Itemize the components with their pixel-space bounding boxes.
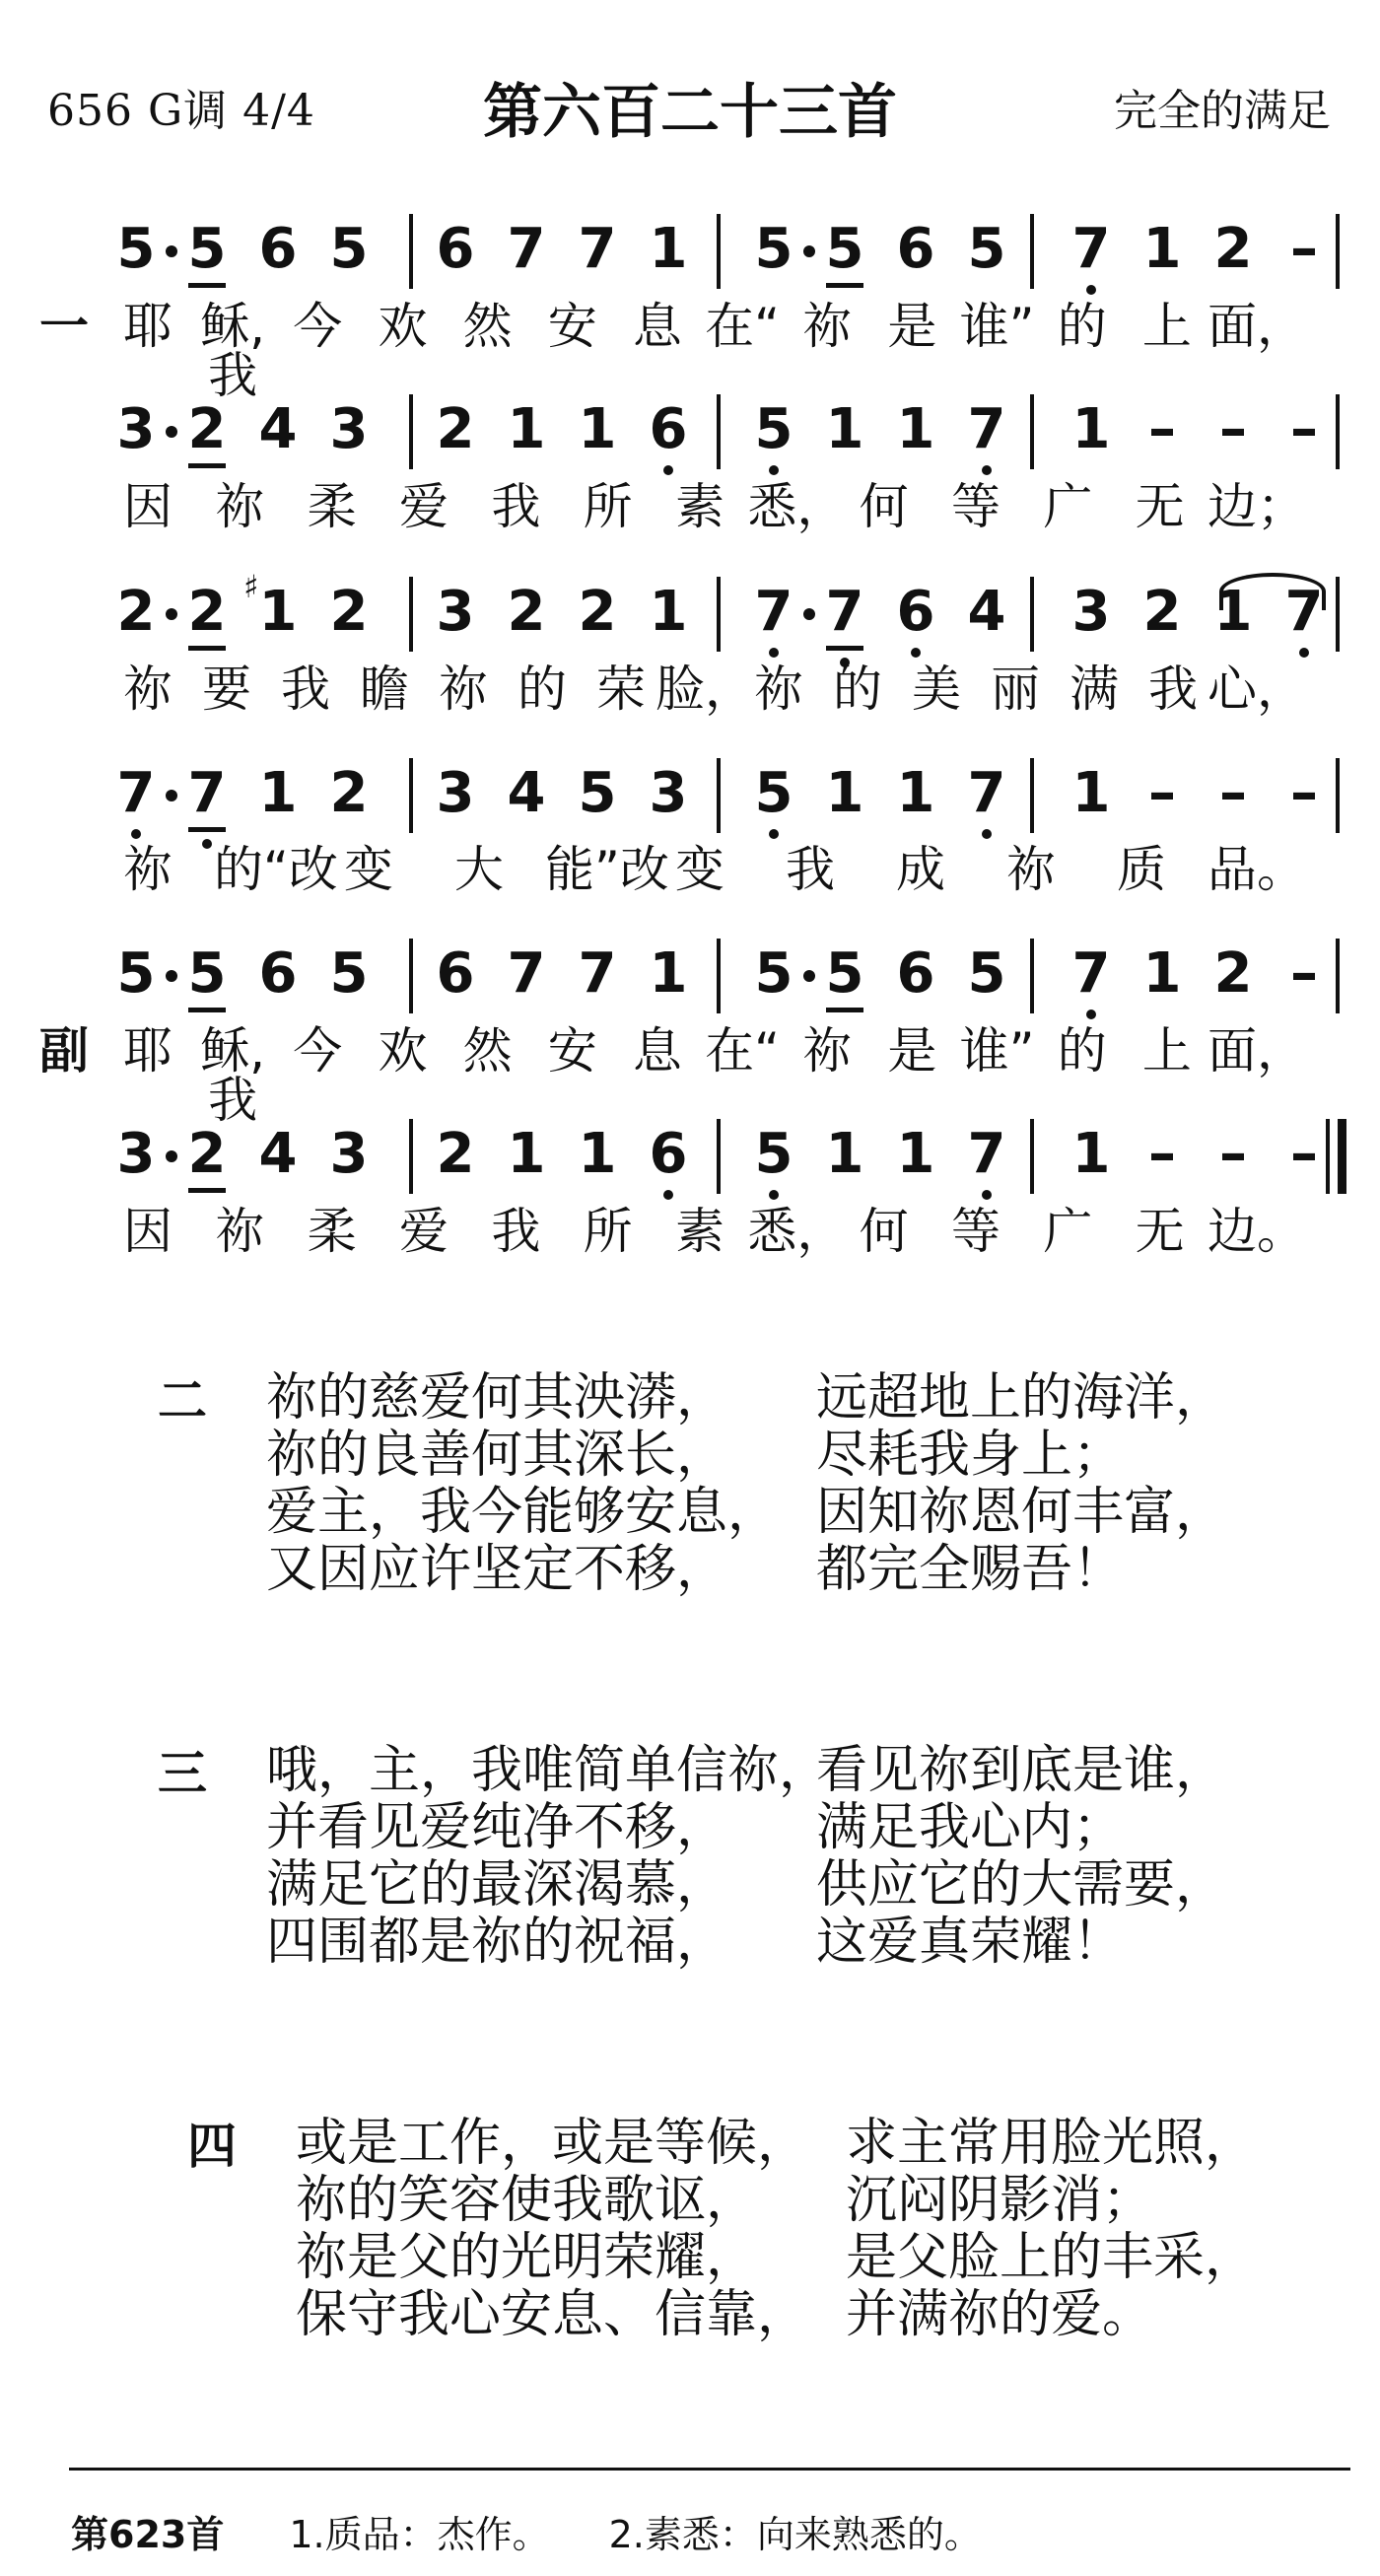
augmentation-dot [166,245,177,257]
lyric-syllable: 我 [491,478,541,535]
stanza-line-right: 看见祢到底是谁， [816,1741,1227,1800]
stanza-number: 四 [187,2118,237,2175]
lyric-syllable: 柔 [307,1203,357,1260]
lyric-syllable: 心， [1208,661,1306,718]
bar-line [409,394,413,469]
note: 5 [967,217,1006,281]
low-octave-dot [663,1190,673,1200]
stanza-number: 三 [158,1745,207,1802]
stanza-line-left: 祢的良善何其深长， [266,1426,728,1485]
note: 3 [436,761,475,825]
note: 5 [187,941,227,1006]
bar-line [1030,214,1034,289]
bar-line [1030,939,1034,1013]
low-octave-dot [769,829,779,839]
bar-line [717,939,721,1013]
bar-line [409,577,413,652]
lyric-syllable: 柔 [307,478,357,535]
lyric-syllable: 素 [675,1203,724,1260]
note: 1 [1071,397,1111,461]
stanza-line-left: 满足它的最深渴慕， [266,1855,728,1915]
lyric-syllable: 无 [1135,1203,1185,1260]
footer-notes [71,2504,982,2558]
dash-hold: – [1290,761,1318,825]
eighth-underline [826,646,863,651]
note: 5 [825,217,864,281]
lyric-syllable: 息 [632,298,682,355]
note: 6 [258,941,298,1006]
lyric-syllable: 的 [1057,298,1107,355]
eighth-underline [188,283,226,288]
note: 1 [896,397,935,461]
lyric-syllable: 悉， [747,478,847,535]
dash-hold: – [1290,941,1318,1006]
note: 6 [896,217,935,281]
note: 7 [825,580,864,644]
note: 7 [1071,217,1111,281]
note: 1 [896,1122,935,1186]
lyric-syllable: 边。 [1208,1203,1306,1260]
lyric-syllable: 上 [1141,1022,1192,1079]
lyric-syllable: 丽 [991,661,1040,718]
lyric-syllable: 美 [912,661,961,718]
lyric-syllable: 的 [518,661,567,718]
note: 7 [1071,941,1111,1006]
lyric-syllable: 我 [786,841,835,898]
note: 2 [578,580,617,644]
note: 1 [649,217,688,281]
lyrics-row [0,841,1380,924]
note: 4 [967,580,1006,644]
bar-line [1030,394,1034,469]
bar-line [409,758,413,833]
lyric-syllable: 质 [1117,841,1166,898]
stanza-line-left: 哦，主，我唯简单信祢， [266,1741,831,1800]
note: 5 [825,941,864,1006]
note: 1 [1213,580,1253,644]
note: 2 [507,580,546,644]
note: 6 [436,941,475,1006]
bar-line [409,1119,413,1194]
note: 1 [825,397,864,461]
dash-hold: – [1290,217,1318,281]
note: 5 [967,941,1006,1006]
stanza-line-right: 求主常用脸光照， [846,2114,1257,2173]
lyric-syllable: 是 [887,298,937,355]
note: 1 [578,1122,617,1186]
footer-hymn-ref: 第623首 [71,2513,225,2556]
lyric-syllable: 要 [202,661,251,718]
eighth-underline [826,283,863,288]
lyric-syllable: 谁” [959,1022,1035,1079]
lyric-syllable: 脸， [656,661,754,718]
lyric-syllable: 祢 [123,841,172,898]
eighth-underline [188,646,226,651]
dash-hold: – [1219,761,1247,825]
low-octave-dot [911,648,921,658]
bar-line [1030,577,1034,652]
note: 1 [825,761,864,825]
stanza-line-right: 满足我心内； [816,1798,1125,1857]
low-octave-dot [1086,285,1096,295]
eighth-underline [188,1008,226,1012]
lyric-syllable: 谁” [959,298,1035,355]
note: 7 [507,217,546,281]
eighth-underline [188,827,226,832]
bar-line [1030,1119,1034,1194]
bar-line [717,577,721,652]
dash-hold: – [1148,397,1176,461]
note: 2 [1213,941,1253,1006]
note: 2 [1142,580,1182,644]
note: 1 [1142,941,1182,1006]
lyric-syllable: 安 [547,1022,597,1079]
dash-hold: – [1290,397,1318,461]
lyric-syllable: 变 [344,841,393,898]
note: 4 [258,397,298,461]
stanza-line-right: 是父脸上的丰采， [846,2228,1257,2287]
bar-line [1336,758,1340,833]
stanza-line-left: 爱主，我今能够安息， [266,1483,780,1542]
bar-line [1336,939,1340,1013]
note: 7 [578,217,617,281]
low-octave-dot [1299,648,1309,658]
note: 1 [896,761,935,825]
lyric-syllable: 品。 [1208,841,1306,898]
lyrics-row [0,661,1380,743]
dash-hold: – [1148,761,1176,825]
lyric-syllable: 边； [1208,478,1306,535]
lyric-syllable: 素 [675,478,724,535]
note: 4 [258,1122,298,1186]
lyric-syllable: 在“ [705,1022,781,1079]
lyric-syllable: 广 [1043,1203,1093,1260]
lyric-syllable: 变 [675,841,724,898]
stanza-line-right: 尽耗我身上； [816,1426,1125,1485]
note: 7 [967,397,1006,461]
lyric-syllable: 所 [583,478,633,535]
note: 7 [967,761,1006,825]
note: 5 [754,761,794,825]
low-octave-dot [1086,1010,1096,1019]
bar-line [1336,577,1340,652]
footer-note-1: 1.质品：杰作。 [289,2513,550,2556]
lyric-syllable: 今 [293,298,343,355]
note: 1 [507,397,546,461]
note: 7 [116,761,156,825]
note: 6 [649,397,688,461]
lyric-syllable: 我 [491,1203,541,1260]
note: 2 [436,1122,475,1186]
lyric-syllable: 祢 [802,298,853,355]
lyric-syllable: 爱 [399,478,448,535]
note: 3 [116,397,156,461]
bar-line [1030,758,1034,833]
note: 5 [754,941,794,1006]
lyric-syllable: 无 [1135,478,1185,535]
note: 1 [1071,761,1111,825]
augmentation-dot [803,608,815,620]
note: 7 [507,941,546,1006]
note: 7 [754,580,794,644]
lyric-syllable: 是 [887,1022,937,1079]
note: 2 [187,397,227,461]
note: 1 [507,1122,546,1186]
note: 3 [436,580,475,644]
note: 1 [578,397,617,461]
stanza-line-right: 因知祢恩何丰富， [816,1483,1227,1542]
note: 1 [649,941,688,1006]
bar-line [409,214,413,289]
lyric-syllable: 稣,我 [200,298,266,404]
lyric-syllable: 然 [462,298,513,355]
dash-hold: – [1219,1122,1247,1186]
note: 5 [754,217,794,281]
lyric-syllable: 爱 [399,1203,448,1260]
augmentation-dot [803,245,815,257]
lyric-syllable: 悉， [747,1203,847,1260]
note: 6 [436,217,475,281]
note: 2 [187,580,227,644]
note: 5 [329,217,369,281]
stanza-line-left: 祢的慈爱何其泱漭， [266,1368,728,1427]
lyric-syllable: 何 [859,478,909,535]
bar-line [717,1119,721,1194]
note: 3 [329,1122,369,1186]
hymn-title: 第六百二十三首 [483,78,897,147]
note: 2 [1213,217,1253,281]
augmentation-dot [166,608,177,620]
note: 5 [578,761,617,825]
augmentation-dot [166,426,177,438]
bar-line [409,939,413,1013]
lyric-syllable: 等 [951,1203,1000,1260]
lyric-syllable: 祢 [1006,841,1056,898]
stanza-line-right: 这爱真荣耀！ [816,1913,1125,1972]
lyric-syllable: 欢 [378,1022,428,1079]
note: 3 [1071,580,1111,644]
lyric-syllable: 面， [1208,298,1306,355]
note: 5 [187,217,227,281]
note: 5 [116,941,156,1006]
note: 6 [896,941,935,1006]
lyric-syllable: 祢 [123,661,172,718]
note: 5 [116,217,156,281]
note: 1 [258,761,298,825]
stanza-line-left: 又因应许坚定不移， [266,1540,728,1599]
lyrics-row [0,298,1380,404]
stanza-line-left: 祢的笑容使我歌讴， [296,2171,758,2230]
lyric-syllable: 满 [1070,661,1119,718]
lyric-syllable: 的 [1057,1022,1107,1079]
lyric-syllable: 等 [951,478,1000,535]
note: 1 [649,580,688,644]
lyric-syllable: 广 [1043,478,1093,535]
note: 4 [507,761,546,825]
note: 1 ♯ [243,568,298,644]
augmentation-dot [166,1150,177,1162]
stanza-line-left: 祢是父的光明荣耀， [296,2228,758,2287]
lyric-syllable: 因 [123,478,172,535]
note: 6 [649,1122,688,1186]
stanza-line-right: 都完全赐吾！ [816,1540,1125,1599]
low-octave-dot [769,465,779,475]
low-octave-dot [982,829,992,839]
bar-line [717,214,721,289]
lyric-syllable: 的 [833,661,882,718]
lyric-syllable: 成 [896,841,945,898]
final-bar-line [1326,1119,1330,1194]
lyric-syllable: 息 [632,1022,682,1079]
dash-hold: – [1219,397,1247,461]
bar-line [717,758,721,833]
low-octave-dot [663,465,673,475]
lyrics-row [0,1203,1380,1286]
low-octave-dot [982,465,992,475]
note: 1 [1071,1122,1111,1186]
lyric-syllable: 面， [1208,1022,1306,1079]
dash-hold: – [1290,1122,1318,1186]
hymn-number-key-time: 656 G调 4/4 [47,86,315,136]
eighth-underline [826,1008,863,1012]
note: 5 [754,397,794,461]
note: 2 [329,761,369,825]
bar-line [717,394,721,469]
note: 2 [187,1122,227,1186]
note: 6 [896,580,935,644]
stanza-line-right: 供应它的大需要， [816,1855,1227,1915]
lyric-syllable: 上 [1141,298,1192,355]
lyric-syllable: 耶 [123,298,172,355]
low-octave-dot [769,648,779,658]
stanza-line-left: 保守我心安息、信靠， [296,2285,809,2344]
lyric-syllable: 的“改 [214,841,338,898]
lyric-syllable: 欢 [378,298,428,355]
low-octave-dot [131,829,141,839]
lyric-syllable: 因 [123,1203,172,1260]
note: 6 [258,217,298,281]
lyric-syllable: 祢 [439,661,488,718]
lyric-syllable: 能”改 [545,841,669,898]
lyric-syllable: 在“ [705,298,781,355]
footer-note-2: 2.素悉：向来熟悉的。 [608,2513,982,2556]
sharp-accidental: ♯ [243,568,259,605]
stanza-number: 二 [158,1372,207,1429]
lyric-syllable: 稣,我 [200,1022,266,1129]
dash-hold: – [1148,1122,1176,1186]
lyric-syllable: 荣 [596,661,646,718]
lyric-syllable: 我 [1148,661,1198,718]
lyric-syllable: 今 [293,1022,343,1079]
low-octave-dot [769,1190,779,1200]
note: 1 [1142,217,1182,281]
lyric-syllable: 所 [583,1203,633,1260]
stanza-line-left: 或是工作，或是等候， [296,2114,809,2173]
lyric-syllable: 祢 [802,1022,853,1079]
lyric-syllable: 安 [547,298,597,355]
lyric-syllable: 大 [454,841,504,898]
note: 2 [116,580,156,644]
verse-label: 副 [39,1022,89,1079]
lyric-syllable: 祢 [754,661,803,718]
note: 3 [649,761,688,825]
low-octave-dot [982,1190,992,1200]
augmentation-dot [803,970,815,982]
note: 7 [1284,580,1324,644]
bar-line [1336,214,1340,289]
note: 1 [825,1122,864,1186]
stanza-line-right: 沉闷阴影消； [846,2171,1154,2230]
note: 2 [329,580,369,644]
note: 7 [187,761,227,825]
footer-divider [69,2468,1350,2471]
stanza-line-right: 并满祢的爱。 [846,2285,1154,2344]
lyric-syllable: 祢 [215,1203,265,1260]
eighth-underline [188,1188,226,1193]
lyrics-row [0,478,1380,561]
stanza-line-right: 远超地上的海洋， [816,1368,1227,1427]
lyric-syllable: 我 [281,661,330,718]
note: 7 [967,1122,1006,1186]
lyrics-row [0,1022,1380,1129]
hymn-subtitle: 完全的满足 [1114,86,1331,136]
verse-label: 一 [39,298,89,355]
stanza-line-left: 并看见爱纯净不移， [266,1798,728,1857]
lyric-syllable: 瞻 [360,661,409,718]
eighth-underline [188,463,226,468]
note: 5 [754,1122,794,1186]
note: 3 [116,1122,156,1186]
note: 7 [578,941,617,1006]
bar-line [1336,394,1340,469]
bar-line [1338,1119,1346,1194]
lyric-syllable: 祢 [215,478,265,535]
augmentation-dot [166,970,177,982]
lyric-syllable: 然 [462,1022,513,1079]
note: 2 [436,397,475,461]
note: 5 [329,941,369,1006]
lyric-syllable: 何 [859,1203,909,1260]
stanza-line-left: 四围都是祢的祝福， [266,1913,728,1972]
augmentation-dot [166,790,177,801]
lyric-syllable: 耶 [123,1022,172,1079]
note: 3 [329,397,369,461]
